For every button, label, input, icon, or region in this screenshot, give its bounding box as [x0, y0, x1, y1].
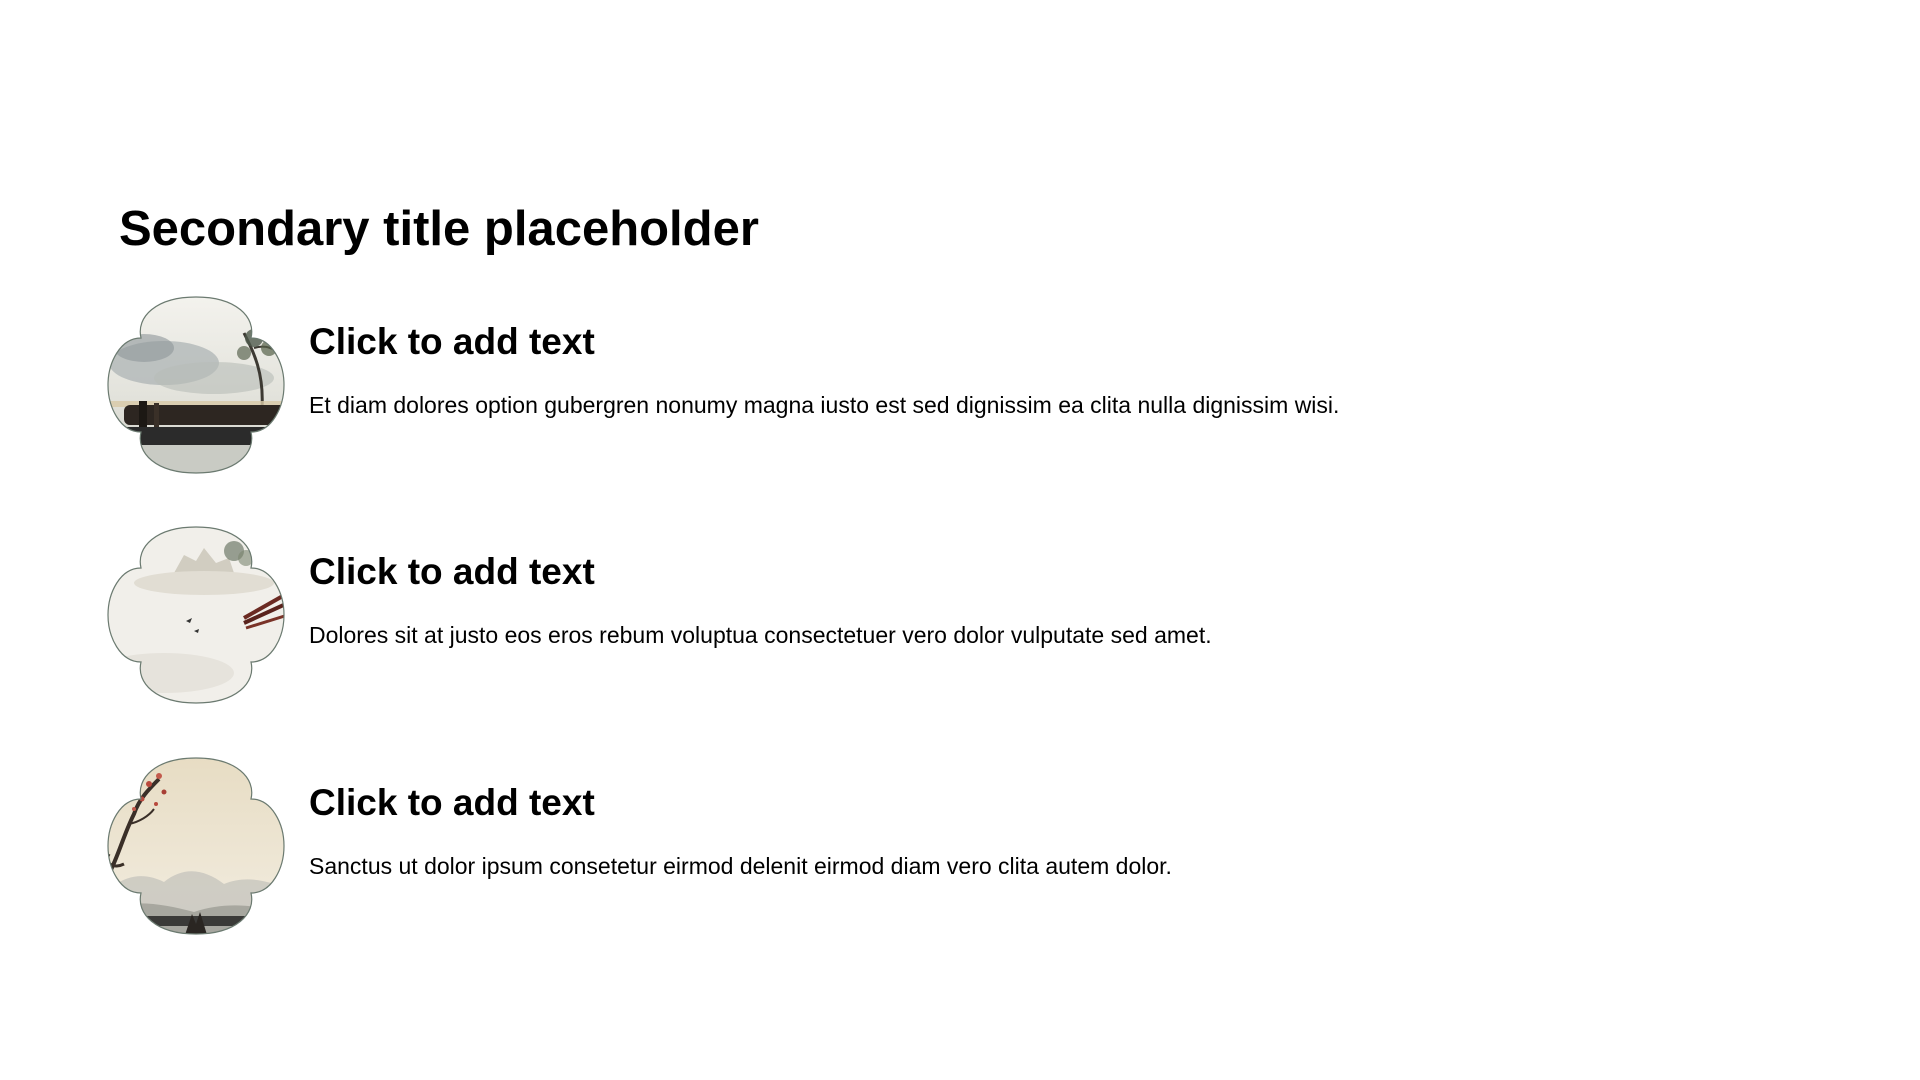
item-body[interactable]: Dolores sit at justo eos eros rebum voluptua consectetuer vero dolor vulputate sed amet.: [309, 622, 1212, 648]
mist-birds-brushes-image[interactable]: [104, 523, 288, 707]
item-heading[interactable]: Click to add text: [309, 782, 595, 823]
plum-blossom-mountains-image[interactable]: [104, 754, 288, 938]
item-body[interactable]: Sanctus ut dolor ipsum consetetur eirmod delenit eirmod diam vero clita autem dolor.: [309, 853, 1172, 879]
landscape-flute-image[interactable]: [104, 293, 288, 477]
page-title[interactable]: Secondary title placeholder: [119, 202, 759, 256]
item-heading[interactable]: Click to add text: [309, 551, 595, 592]
list-item: [104, 293, 1604, 477]
item-body[interactable]: Et diam dolores option gubergren nonumy magna iusto est sed dignissim ea clita nulla dignissim wisi.: [309, 392, 1340, 418]
list-item: [104, 754, 1604, 938]
item-heading[interactable]: Click to add text: [309, 321, 595, 362]
list-item: [104, 523, 1604, 707]
